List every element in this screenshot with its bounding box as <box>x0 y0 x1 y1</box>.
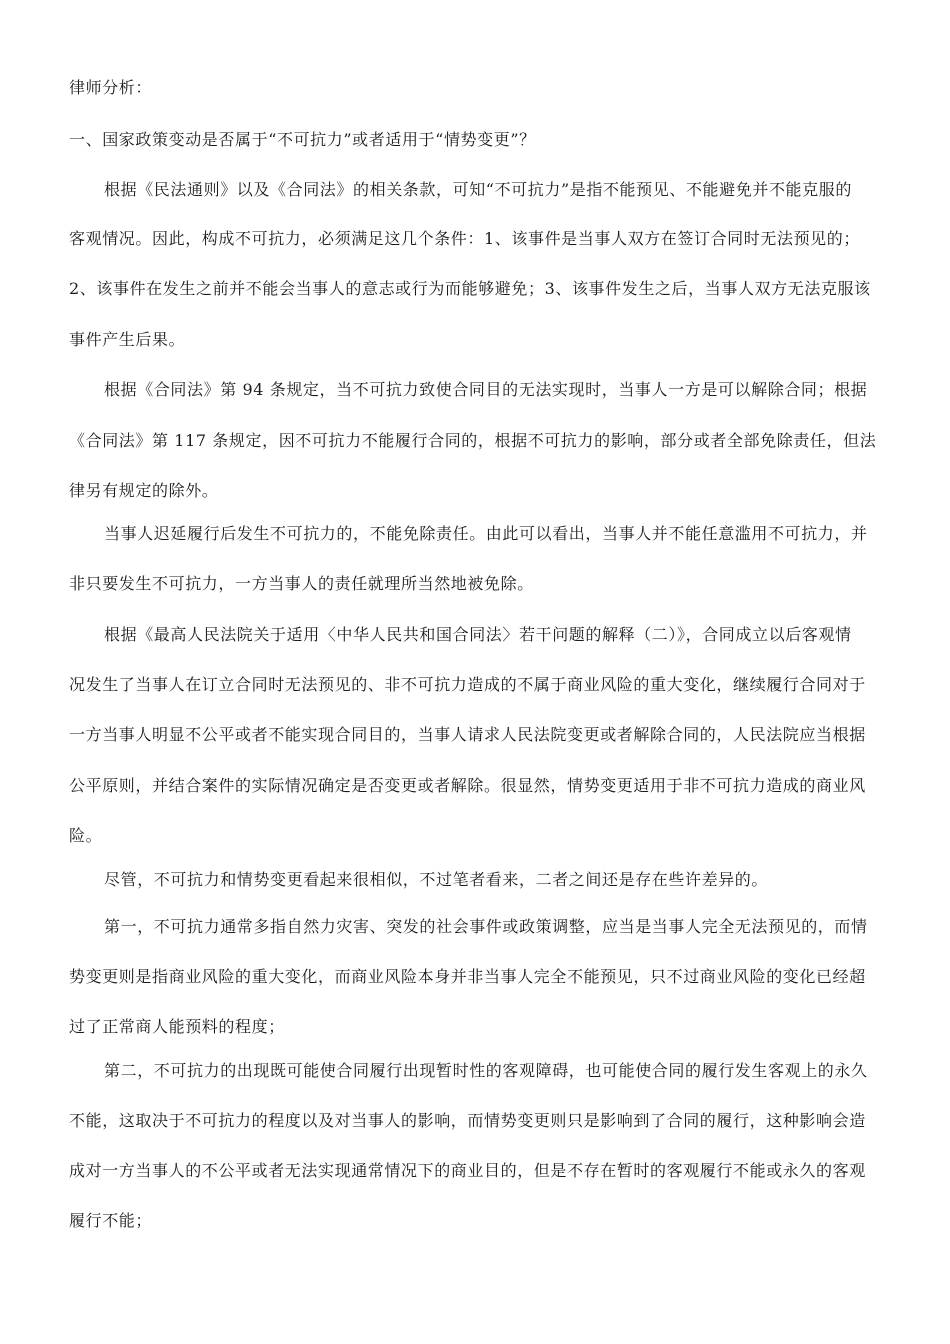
text-line: 公平原则，并结合案件的实际情况确定是否变更或者解除。很显然，情势变更适用于非不可抗力造成的商业风 <box>69 776 866 795</box>
text-line: 过了正常商人能预料的程度； <box>69 1017 285 1036</box>
text-line: 《合同法》第 117 条规定，因不可抗力不能履行合同的，根据不可抗力的影响，部分或者全部免除责任，但法 <box>69 431 877 450</box>
text-line: 非只要发生不可抗力，一方当事人的责任就理所当然地被免除。 <box>69 574 534 593</box>
text-line: 第一，不可抗力通常多指自然力灾害、突发的社会事件或政策调整，应当是当事人完全无法预见的，而情 <box>104 917 868 936</box>
text-line: 事件产生后果。 <box>69 330 186 349</box>
text-line: 律另有规定的除外。 <box>69 481 219 500</box>
text-line: 根据《合同法》第 94 条规定，当不可抗力致使合同目的无法实现时，当事人一方是可以解除合同；根据 <box>104 380 868 399</box>
text-line: 2、该事件在发生之前并不能会当事人的意志或行为而能够避免；3、该事件发生之后，当事人双方无法克服该 <box>69 279 871 298</box>
section-heading: 律师分析： <box>69 78 153 97</box>
text-line: 况发生了当事人在订立合同时无法预见的、非不可抗力造成的不属于商业风险的重大变化，继续履行合同对于 <box>69 675 866 694</box>
text-line: 成对一方当事人的不公平或者无法实现通常情况下的商业目的，但是不存在暂时的客观履行不能或永久的客观 <box>69 1161 866 1180</box>
text-line: 势变更则是指商业风险的重大变化，而商业风险本身并非当事人完全不能预见，只不过商业风险的变化已经超 <box>69 967 866 986</box>
text-line: 当事人迟延履行后发生不可抗力的，不能免除责任。由此可以看出，当事人并不能任意滥用不可抗力，并 <box>104 524 868 543</box>
text-line: 根据《最高人民法院关于适用〈中华人民共和国合同法〉若干问题的解释（二）》，合同成立以后客观情 <box>104 625 852 644</box>
text-line: 客观情况。因此，构成不可抗力，必须满足这几个条件：1、该事件是当事人双方在签订合同时无法预见的； <box>69 229 860 248</box>
text-line: 根据《民法通则》以及《合同法》的相关条款，可知“不可抗力”是指不能预见、不能避免并不能克服的 <box>104 180 852 199</box>
text-line: 第二，不可抗力的出现既可能使合同履行出现暂时性的客观障碍，也可能使合同的履行发生客观上的永久 <box>104 1061 868 1080</box>
text-line: 尽管，不可抗力和情势变更看起来很相似，不过笔者看来，二者之间还是存在些许差异的。 <box>104 870 769 889</box>
text-line: 险。 <box>69 826 103 845</box>
text-line: 一方当事人明显不公平或者不能实现合同目的，当事人请求人民法院变更或者解除合同的，人民法院应当根据 <box>69 725 866 744</box>
text-line: 履行不能； <box>69 1211 153 1230</box>
question-heading: 一、国家政策变动是否属于“不可抗力”或者适用于“情势变更”？ <box>69 130 536 149</box>
text-line: 不能，这取决于不可抗力的程度以及对当事人的影响，而情势变更则只是影响到了合同的履行，这种影响会造 <box>69 1111 866 1130</box>
